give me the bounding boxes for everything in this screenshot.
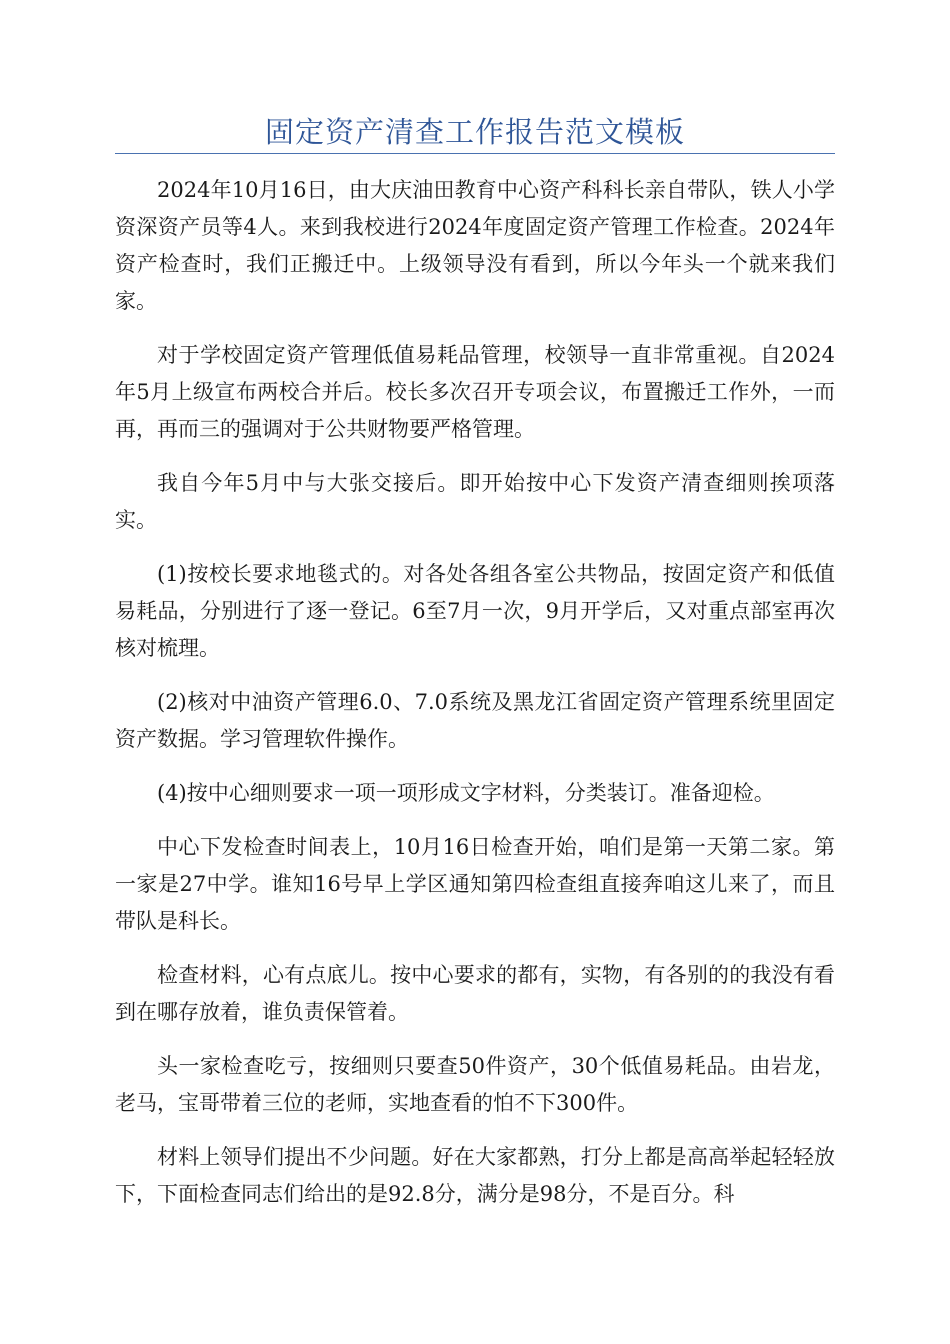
paragraph-9: 头一家检查吃亏，按细则只要查50件资产，30个低值易耗品。由岩龙，老马，宝哥带着三位的老师，实地查看的怕不下300件。 bbox=[115, 1054, 835, 1115]
paragraph-1: 2024年10月16日，由大庆油田教育中心资产科科长亲自带队，铁人小学资深资产员等4人。来到我校进行2024年度固定资产管理工作检查。2024年资产检查时，我们正搬迁中。上级领导没有看到，所以今年头一个就来我们家。 bbox=[115, 178, 835, 313]
document-title: 固定资产清查工作报告范文模板 bbox=[264, 115, 685, 149]
paragraph-5: (2)核对中油资产管理6.0、7.0系统及黑龙江省固定资产管理系统里固定资产数据。学习管理软件操作。 bbox=[115, 690, 835, 751]
paragraph-7: 中心下发检查时间表上，10月16日检查开始，咱们是第一天第二家。第一家是27中学。谁知16号早上学区通知第四检查组直接奔咱这儿来了，而且带队是科长。 bbox=[115, 835, 835, 933]
paragraph-4: (1)按校长要求地毯式的。对各处各组各室公共物品，按固定资产和低值易耗品，分别进行了逐一登记。6至7月一次，9月开学后，又对重点部室再次核对梳理。 bbox=[115, 562, 835, 660]
document-body bbox=[115, 172, 835, 1230]
paragraph-8: 检查材料，心有点底儿。按中心要求的都有，实物，有各别的的我没有看到在哪存放着，谁负责保管着。 bbox=[115, 963, 835, 1024]
title-underline bbox=[115, 153, 835, 154]
paragraph-6: (4)按中心细则要求一项一项形成文字材料，分类装订。准备迎检。 bbox=[157, 781, 775, 805]
paragraph-2: 对于学校固定资产管理低值易耗品管理，校领导一直非常重视。自2024年5月上级宣布两校合并后。校长多次召开专项会议，布置搬迁工作外，一而再，再而三的强调对于公共财物要严格管理。 bbox=[115, 343, 835, 441]
paragraph-10: 材料上领导们提出不少问题。好在大家都熟，打分上都是高高举起轻轻放下，下面检查同志们给出的是92.8分，满分是98分，不是百分。科 bbox=[115, 1145, 835, 1206]
paragraph-3: 我自今年5月中与大张交接后。即开始按中心下发资产清查细则挨项落实。 bbox=[115, 471, 835, 532]
